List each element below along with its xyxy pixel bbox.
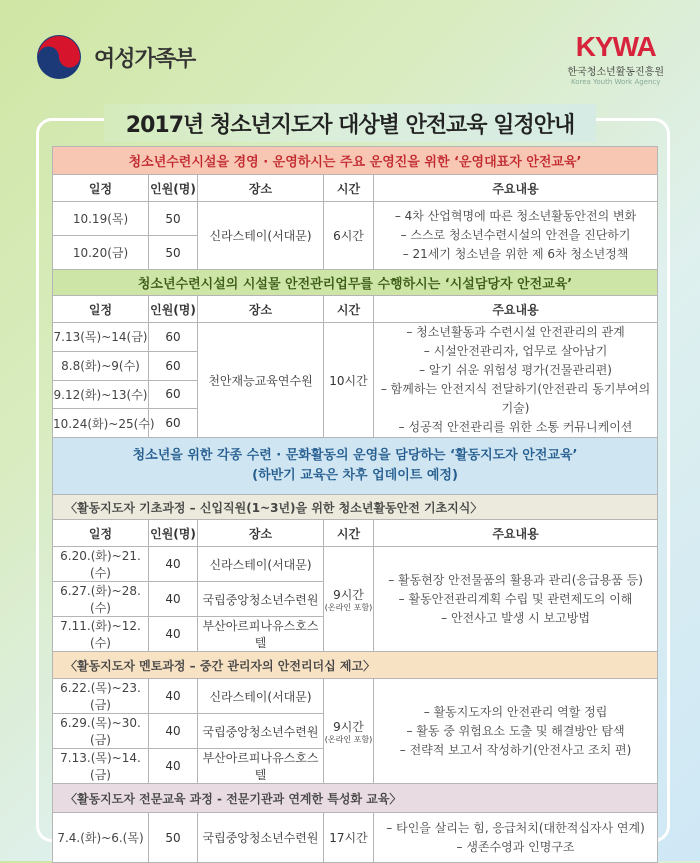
table-row: 7.13.(목)~14.(금) 40 부산아르피나유스호스텔	[53, 749, 658, 784]
table-row: 8.8(화)~9(수) 60	[53, 351, 658, 380]
table-row: 6.27.(화)~28.(수) 40 국립중앙청소년수련원	[53, 582, 658, 617]
ministry-logo	[34, 32, 195, 82]
table-row: 6.22.(목)~23.(금) 40 신라스테이(서대문) 9시간 (온라인 포함) – 활동지도자의 안전관리 역할 정립 – 활동 중 위험요소 도출 및 해결방안 탐색 – 전략적 보고서 작성하기(안전사고 조치 편)	[53, 679, 658, 714]
content-cell: – 4차 산업혁명에 따른 청소년활동안전의 변화 – 스스로 청소년수련시설의 안전을 진단하기 – 21세기 청소년을 위한 제 6차 청소년정책	[374, 202, 658, 270]
table-row: 7.4.(화)~6.(목) 50 국립중앙청소년수련원 17시간 – 타인을 살리는 힘, 응급처치(대한적십자사 연계) – 생존수영과 인명구조	[53, 813, 658, 863]
ministry-name: 여성가족부	[94, 46, 196, 72]
content-cell: – 활동현장 안전물품의 활용과 관리(응급용품 등) – 활동안전관리계획 수립 및 관련제도의 이해 – 안전사고 발생 시 보고방법	[374, 547, 658, 652]
table-row: 10.19(목) 50 신라스테이(서대문) 6시간 – 4차 산업혁명에 따른 청소년활동안전의 변화 – 스스로 청소년수련시설의 안전을 진단하기 – 21세기 청소년을 위한 제 6차 청소년정책	[53, 202, 658, 236]
column-header-row: 일정 인원(명) 장소 시간 주요내용	[53, 296, 658, 323]
page-title: 2017년 청소년지도자 대상별 안전교육 일정안내	[125, 112, 575, 138]
title-box	[104, 104, 596, 142]
content-cell: – 타인을 살리는 힘, 응급처치(대한적십자사 연계) – 생존수영과 인명구조	[374, 813, 658, 863]
table-row: 6.29.(목)~30.(금) 40 국립중앙청소년수련원	[53, 714, 658, 749]
table-row: 7.13(목)~14(금) 60 천안재능교육연수원 10시간 – 청소년활동과 수련시설 안전관리의 관계 – 시설안전관리자, 업무로 살아남기 – 알기 쉬운 위험성 평가(건물관리편) – 함께하는 안전지식 전달하기(안전관리 동기부여의 기술) – 성공적 안전관리를 위한 소통 커뮤니케이션	[53, 323, 658, 352]
table-row: 10.24(화)~25(수) 60	[53, 409, 658, 438]
section-header-activity: 청소년을 위한 각종 수련 · 문화활동의 운영을 담당하는 ‘활동지도자 안전교육’ (하반기 교육은 차후 업데이트 예정)	[53, 438, 658, 495]
schedule-table	[52, 146, 658, 863]
kywa-english-name: Korea Youth Work Agency	[570, 78, 661, 86]
subsection-mentor-course: 〈활동지도자 멘토과정 – 중간 관리자의 안전리더십 제고〉	[53, 652, 658, 679]
taeguk-icon	[34, 32, 84, 82]
section-header-facility: 청소년수련시설의 시설물 안전관리업무를 수행하시는 ‘시설담당자 안전교육’	[53, 270, 658, 296]
column-header-row: 일정 인원(명) 장소 시간 주요내용	[53, 520, 658, 547]
kywa-korean-name: 한국청소년활동진흥원	[567, 67, 664, 78]
column-header-row: 일정 인원(명) 장소 시간 주요내용	[53, 175, 658, 202]
content-cell: – 청소년활동과 수련시설 안전관리의 관계 – 시설안전관리자, 업무로 살아남기 – 알기 쉬운 위험성 평가(건물관리편) – 함께하는 안전지식 전달하기(안전관리 동기부여의 기술) – 성공적 안전관리를 위한 소통 커뮤니케이션	[374, 323, 658, 438]
table-row: 6.20.(화)~21.(수) 40 신라스테이(서대문) 9시간 (온라인 포함) – 활동현장 안전물품의 활용과 관리(응급용품 등) – 활동안전관리계획 수립 및 관련제도의 이해 – 안전사고 발생 시 보고방법	[53, 547, 658, 582]
kywa-wordmark: KYWA	[575, 31, 656, 62]
section-header-operators: 청소년수련시설을 경영 · 운영하시는 주요 운영진을 위한 ‘운영대표자 안전교육’	[53, 147, 658, 175]
table-row: 9.12(화)~13(수) 60	[53, 380, 658, 409]
table-row: 7.11.(화)~12.(수) 40 부산아르피나유스호스텔	[53, 617, 658, 652]
content-cell: – 활동지도자의 안전관리 역할 정립 – 활동 중 위험요소 도출 및 해결방안 탐색 – 전략적 보고서 작성하기(안전사고 조치 편)	[374, 679, 658, 784]
kywa-logo	[567, 32, 664, 86]
table-row: 10.20(금) 50	[53, 236, 658, 270]
subsection-basic-course: 〈활동지도자 기초과정 – 신입직원(1~3년)을 위한 청소년활동안전 기초지식〉	[53, 495, 658, 520]
subsection-expert-course: 〈활동지도자 전문교육 과정 - 전문기관과 연계한 특성화 교육〉	[53, 784, 658, 813]
